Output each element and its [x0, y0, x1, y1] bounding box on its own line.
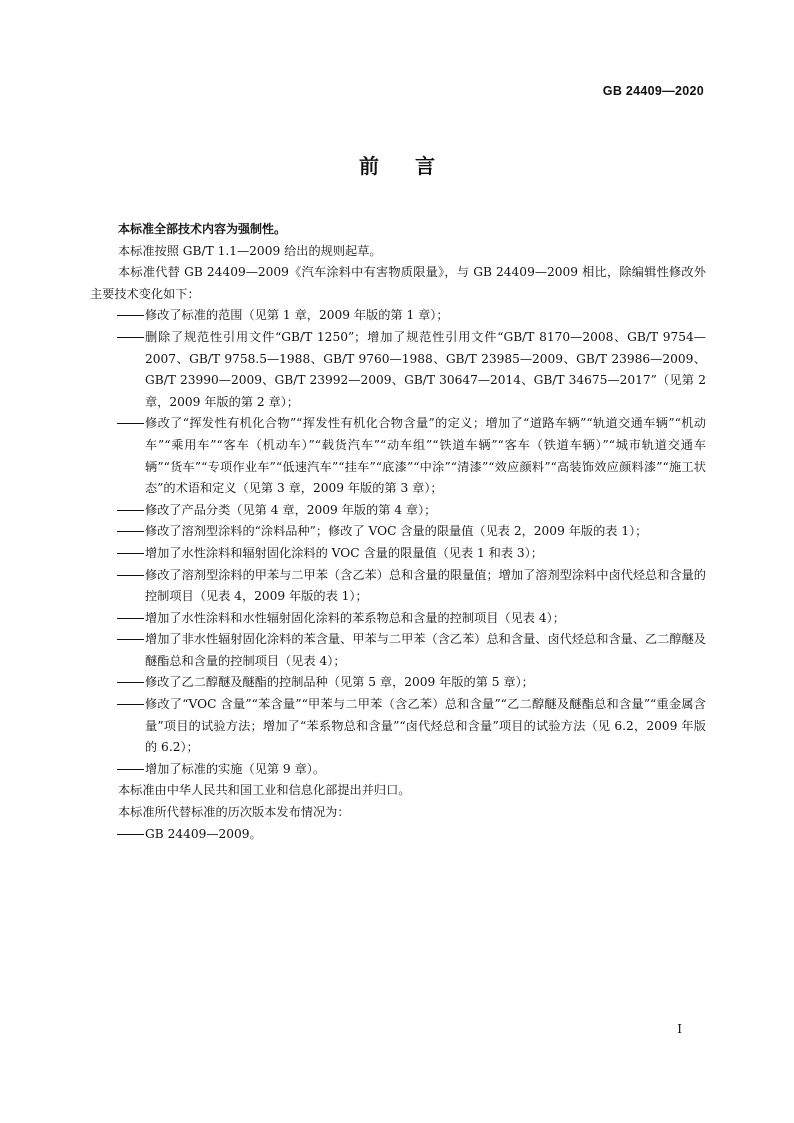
foreword-body	[90, 219, 706, 845]
change-item: 修改了乙二醇醚及醚酯的控制品种（见第 5 章，2009 年版的第 5 章）；	[145, 675, 534, 690]
page-title: 前言	[359, 154, 471, 178]
change-item: 增加了水性涂料和辐射固化涂料的 VOC 含量的限量值（见表 1 和表 3）；	[145, 545, 543, 560]
history-item: GB 24409—2009。	[145, 826, 262, 841]
replacement-paragraph: 本标准代替 GB 24409—2009《汽车涂料中有害物质限量》，与 GB 24409—2009 相比，除编辑性修改外主要技术变化如下：	[90, 265, 706, 301]
drafting-rule-paragraph: 本标准按照 GB/T 1.1—2009 给出的规则起草。	[118, 243, 382, 258]
change-item: 增加了水性涂料和水性辐射固化涂料的苯系物总和含量的控制项目（见表 4）；	[145, 610, 565, 625]
proposer-paragraph: 本标准由中华人民共和国工业和信息化部提出并归口。	[118, 783, 411, 798]
change-item: 增加了标准的实施（见第 9 章）。	[145, 761, 326, 776]
change-item: 修改了溶剂型涂料的“涂料品种”；修改了 VOC 含量的限量值（见表 2，2009 年版的表 1）；	[145, 524, 648, 539]
change-item: 增加了非水性辐射固化涂料的苯含量、甲苯与二甲苯（含乙苯）总和含量、卤代烃总和含量、乙二醇醚及醚酯总和含量的控制项目（见表 4）；	[145, 632, 706, 668]
change-item: 修改了“VOC 含量”“苯含量”“甲苯与二甲苯（含乙苯）总和含量”“乙二醇醚及醚酯总和含量”“重金属含量”项目的试验方法；增加了“苯系物总和含量”“卤代烃总和含量”项目的试验方法（见 6.2，2009 年版的 6.2）；	[145, 697, 706, 755]
change-item: 修改了“挥发性有机化合物”“挥发性有机化合物含量”的定义；增加了“道路车辆”“轨道交通车辆”“机动车”“乘用车”“客车（机动车）”“载货汽车”“动车组”“铁道车辆”“客车（铁道车辆）”“城市轨道交通车辆”“货车”“专项作业车”“低速汽车”“挂车”“底漆”“中涂”“清漆”“效应颜料”“高装饰效应颜料漆”“施工状态”的术语和定义（见第 3 章，2009 年版的第 3 章）；	[145, 416, 706, 496]
change-item: 修改了溶剂型涂料的甲苯与二甲苯（含乙苯）总和含量的限量值；增加了溶剂型涂料中卤代烃总和含量的控制项目（见表 4，2009 年版的表 1）；	[145, 567, 706, 604]
change-item: 删除了规范性引用文件“GB/T 1250”；增加了规范性引用文件“GB/T 8170—2008、GB/T 9754—2007、GB/T 9758.5—1988、GB/T 9760—1988、GB/T 23985—2009、GB/T 23986—2009、GB/T 23990—2009、GB/T 23992—2009、GB/T 30647—2014、GB/T 34675—2017”（见第 2 章，2009 年版的第 2 章）；	[145, 329, 706, 409]
history-intro-paragraph: 本标准所代替标准的历次版本发布情况为：	[118, 805, 350, 820]
change-item: 修改了标准的范围（见第 1 章，2009 年版的第 1 章）；	[145, 308, 449, 323]
standard-code: GB 24409—2020	[602, 84, 704, 98]
change-item: 修改了产品分类（见第 4 章，2009 年版的第 4 章）；	[145, 502, 437, 517]
page-number: I	[677, 1022, 682, 1036]
mandatory-statement: 本标准全部技术内容为强制性。	[118, 222, 287, 236]
